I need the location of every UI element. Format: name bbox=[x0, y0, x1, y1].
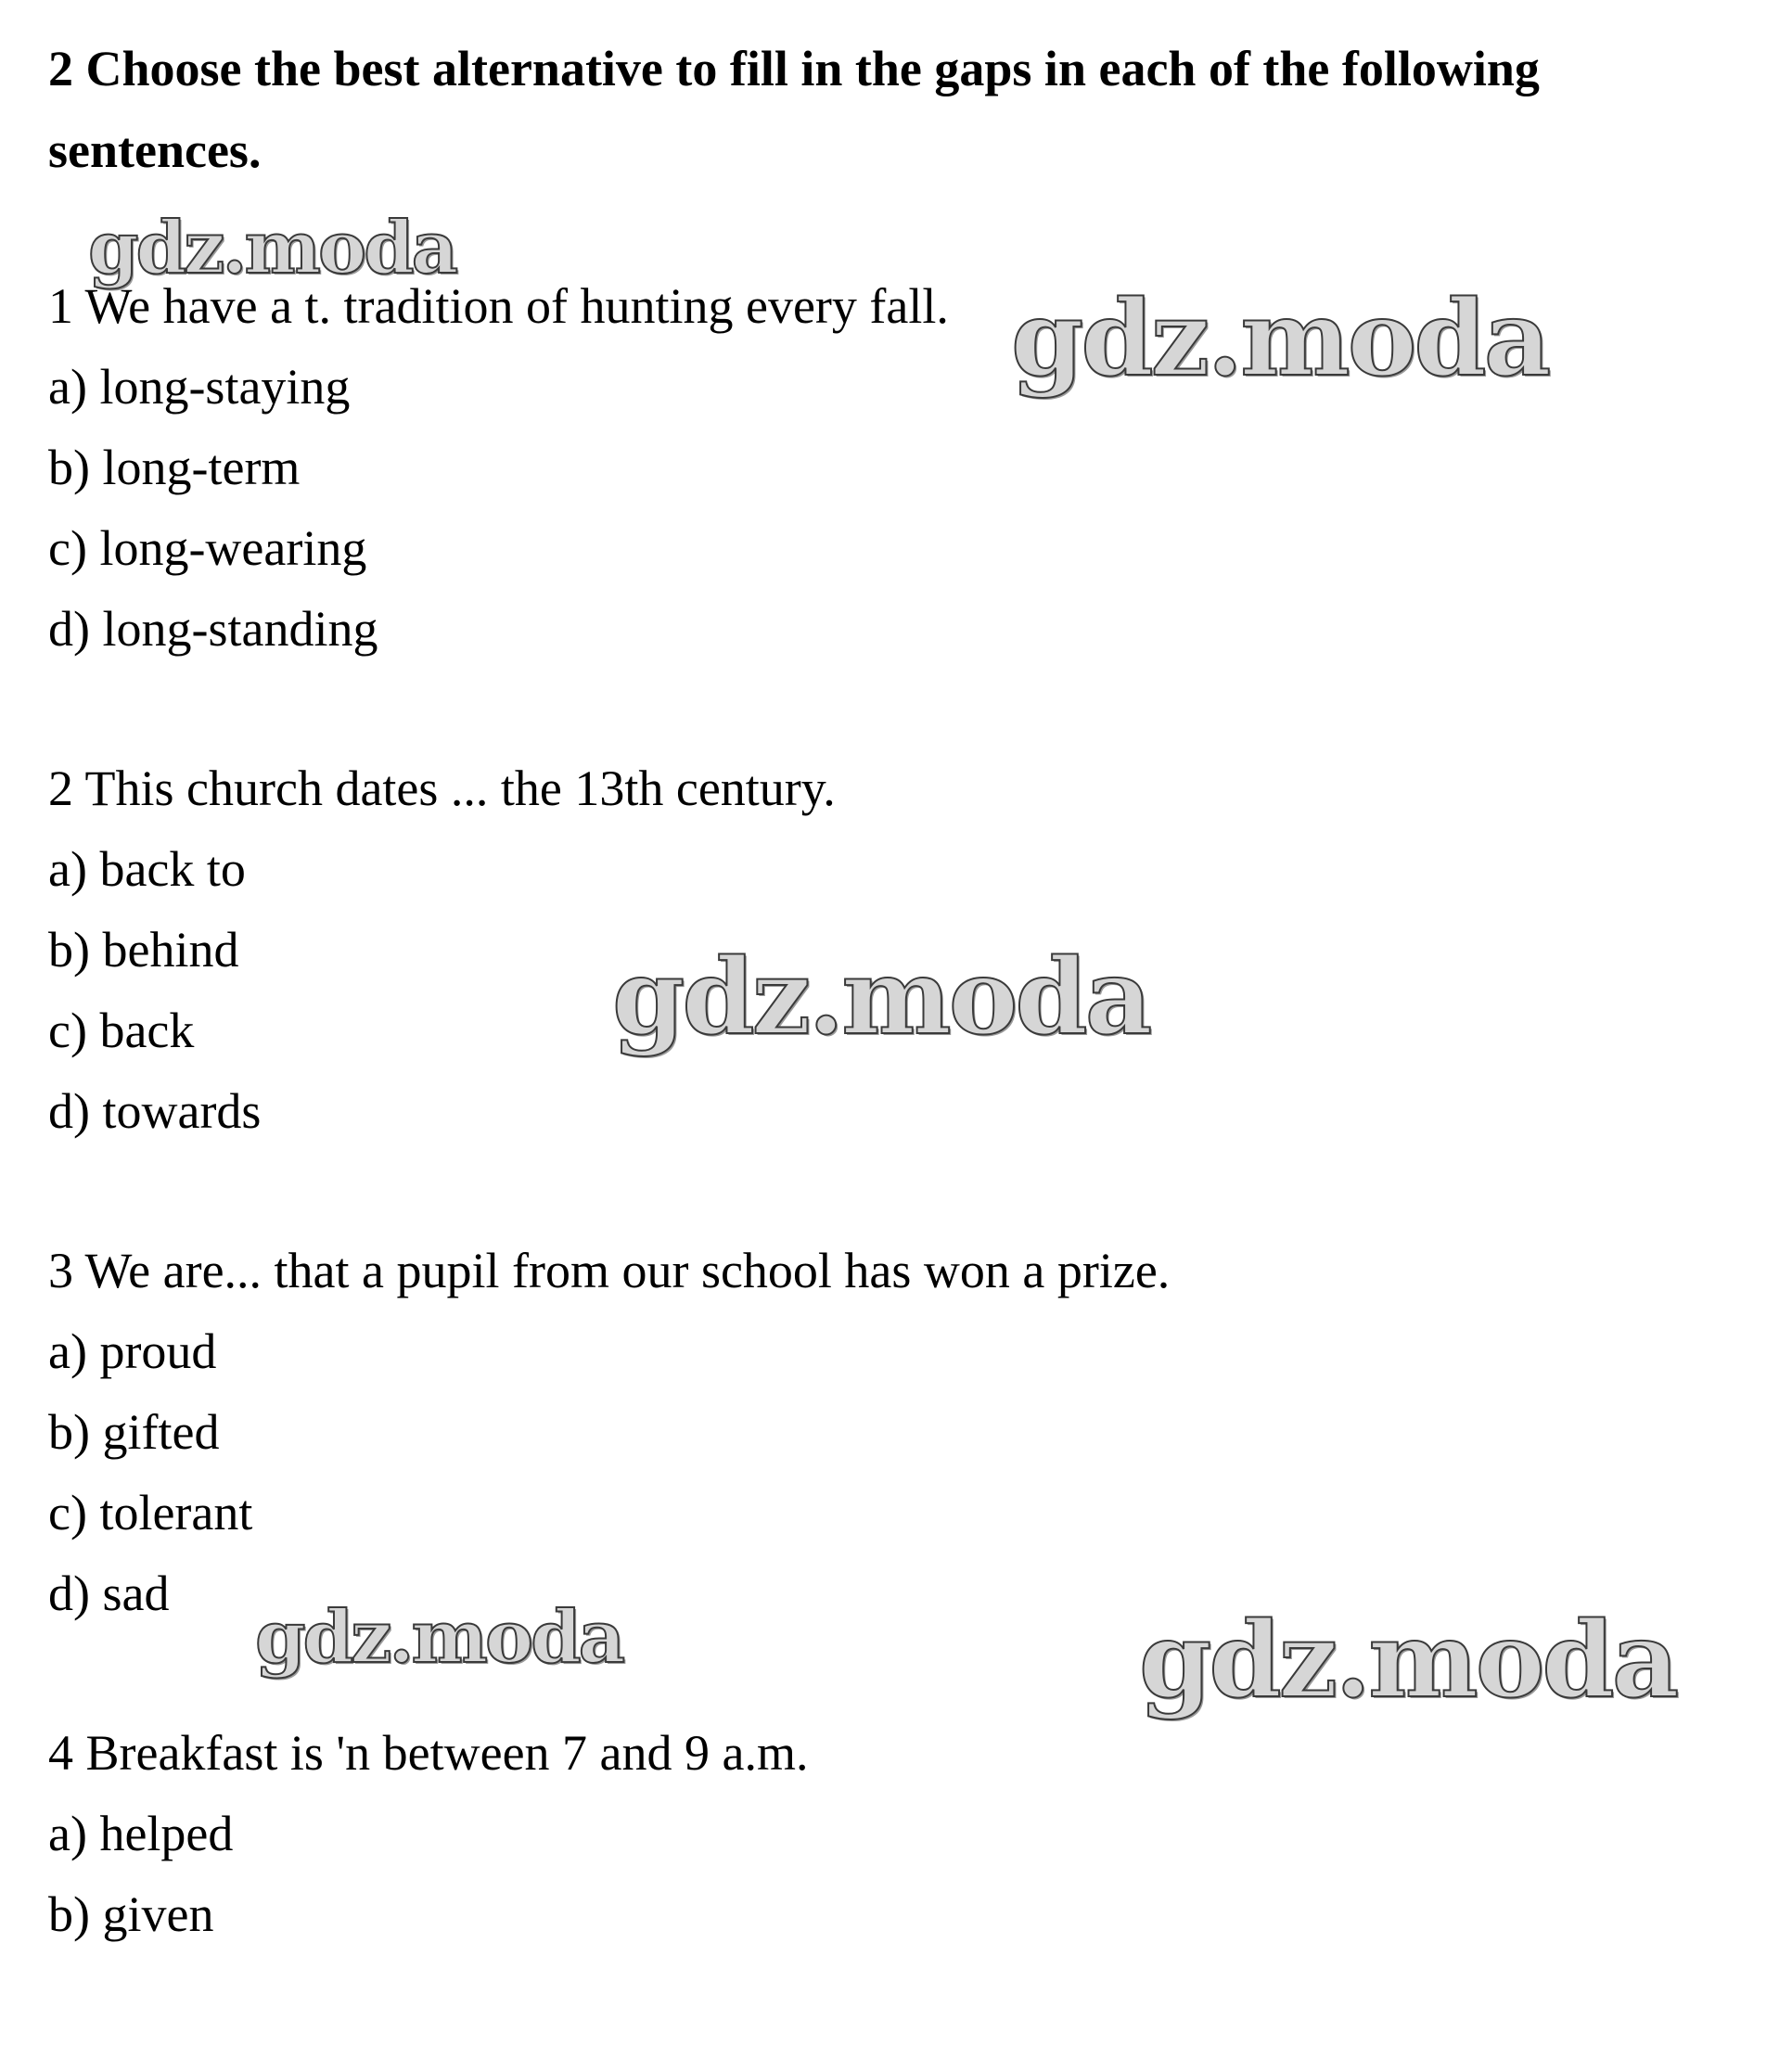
question-4-text: 4 Breakfast is 'n between 7 and 9 a.m. bbox=[48, 1725, 809, 1781]
question-3-option-d: d) sad bbox=[48, 1566, 170, 1621]
watermark-logo: gdz.moda bbox=[1139, 1600, 1677, 1721]
question-2-option-a: a) back to bbox=[48, 841, 246, 897]
watermark-logo: gdz.moda bbox=[255, 1595, 623, 1680]
watermark-logo: gdz.moda bbox=[1011, 278, 1549, 400]
question-1-option-b: b) long-term bbox=[48, 440, 301, 495]
question-2-option-d: d) towards bbox=[48, 1083, 262, 1139]
question-1-text: 1 We have a t. tradition of hunting every fall. bbox=[48, 278, 949, 334]
question-1-option-a: a) long-staying bbox=[48, 359, 351, 415]
question-2-option-b: b) behind bbox=[48, 922, 239, 978]
question-3-option-b: b) gifted bbox=[48, 1404, 220, 1460]
question-1-option-c: c) long-wearing bbox=[48, 520, 367, 576]
watermark-logo: gdz.moda bbox=[88, 206, 456, 290]
question-2-text: 2 This church dates ... the 13th century. bbox=[48, 760, 836, 816]
question-2-option-c: c) back bbox=[48, 1003, 195, 1058]
question-4-option-b: b) given bbox=[48, 1886, 214, 1942]
question-1-option-d: d) long-standing bbox=[48, 601, 378, 657]
watermark-logo: gdz.moda bbox=[612, 937, 1150, 1058]
exercise-heading: 2 Choose the best alternative to fill in the gaps in each of the following sentences. bbox=[48, 41, 1540, 178]
question-3-text: 3 We are... that a pupil from our school has won a prize. bbox=[48, 1243, 1171, 1298]
question-3-option-c: c) tolerant bbox=[48, 1485, 253, 1540]
question-4-option-a: a) helped bbox=[48, 1806, 234, 1861]
question-3-option-a: a) proud bbox=[48, 1323, 217, 1379]
